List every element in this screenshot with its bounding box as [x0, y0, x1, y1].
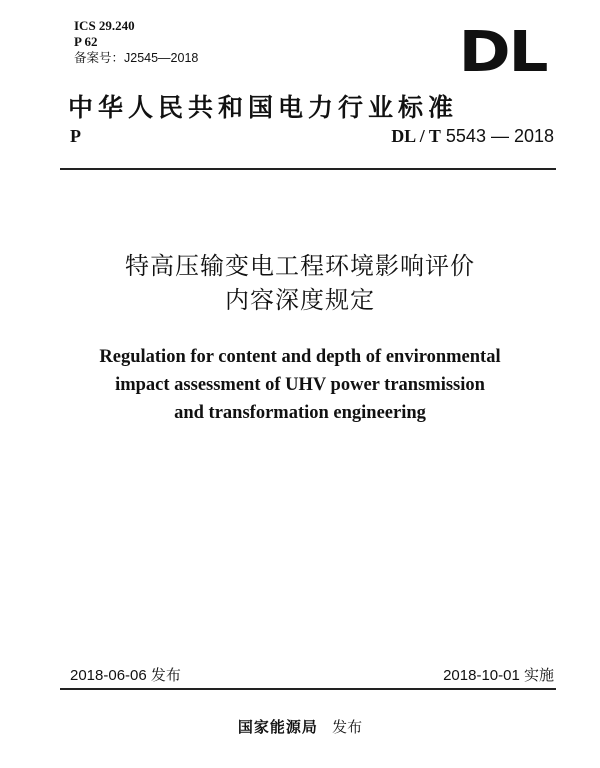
issuer [0, 716, 600, 737]
standard-number-value: 5543 — 2018 [445, 126, 554, 146]
ics-code: ICS 29.240 [74, 18, 135, 33]
standard-number [391, 126, 554, 147]
release-date: 2018-06-06 发布 [70, 667, 181, 684]
english-title-line-2: impact assessment of UHV power transmission [115, 375, 485, 395]
english-title-line-3: and transformation engineering [174, 403, 426, 423]
implementation-date: 2018-10-01 实施 [443, 667, 554, 684]
chinese-title-line-1: 特高压输变电工程环境影响评价 [125, 252, 475, 280]
footer-divider [60, 688, 556, 690]
issuer-name: 国家能源局 [237, 718, 318, 736]
chinese-title-line-2: 内容深度规定 [225, 286, 375, 314]
issuer-action: 发布 [332, 718, 363, 736]
english-title-line-1: Regulation for content and depth of environmental [99, 347, 501, 367]
header-divider [60, 168, 556, 170]
category-code: P 62 [74, 34, 98, 49]
filing-number: 备案号：J2545—2018 [74, 51, 199, 65]
dl-logo: DL [458, 20, 546, 85]
document-metadata [74, 18, 198, 66]
standard-type: 中华人民共和国电力行业标准 [68, 93, 459, 122]
classification-letter: P [70, 126, 81, 146]
standard-number-prefix: DL / T [391, 126, 441, 146]
